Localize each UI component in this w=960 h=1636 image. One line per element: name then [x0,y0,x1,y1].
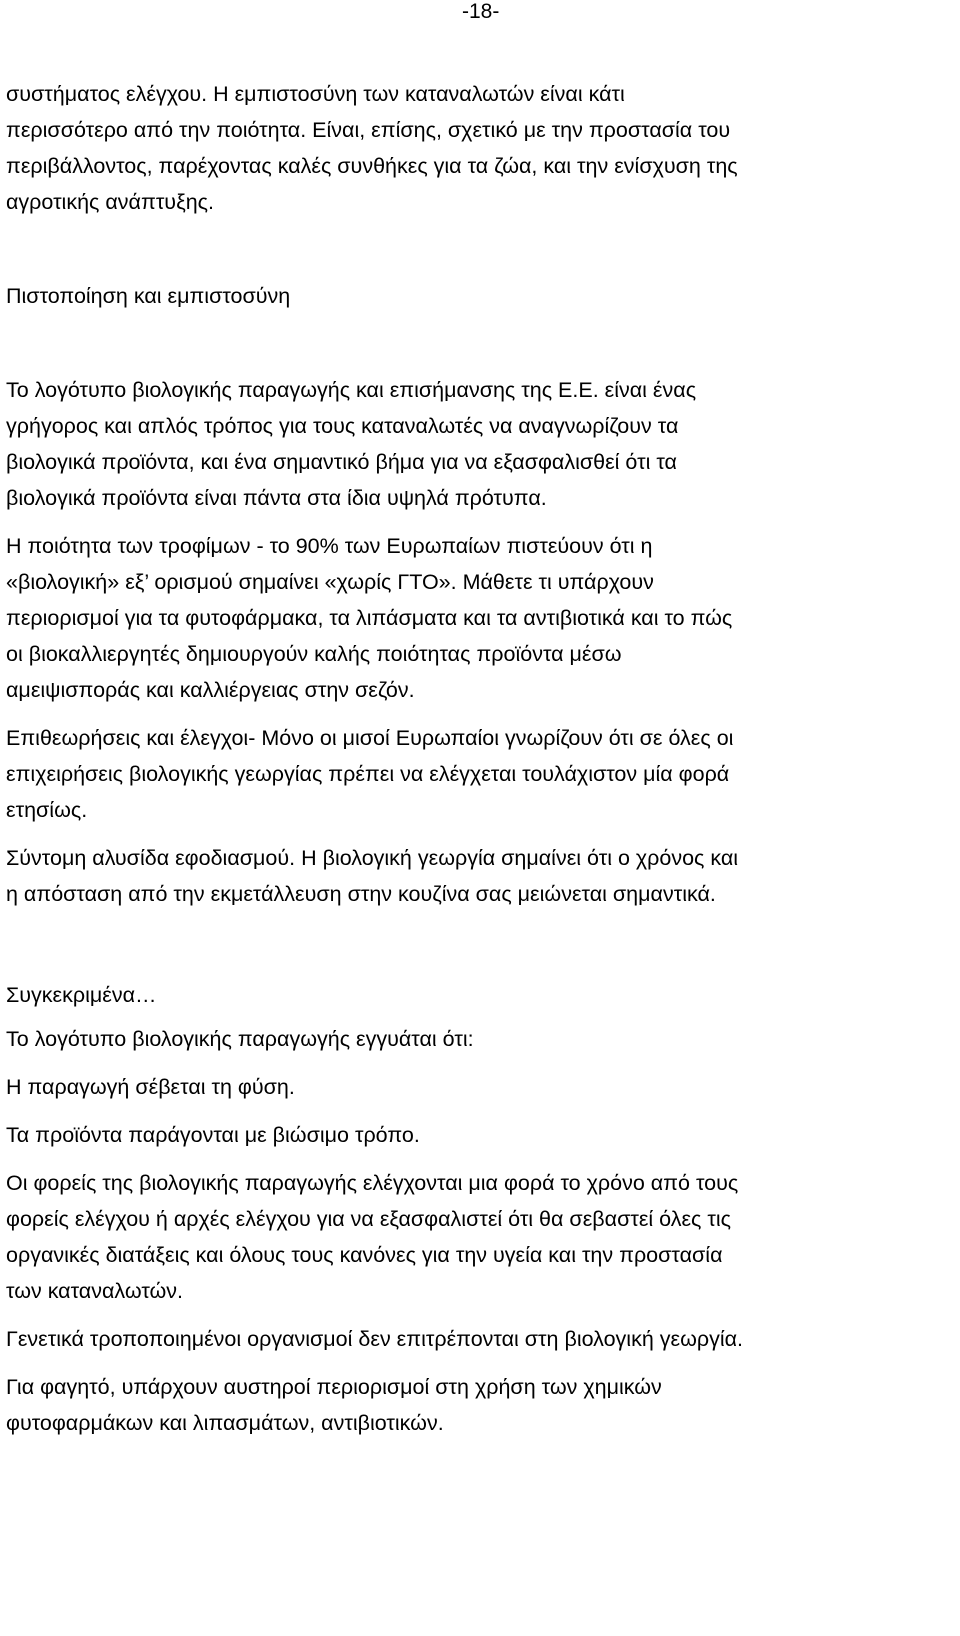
spacer [6,1357,954,1369]
spacer [6,516,954,528]
spacer [6,1013,954,1021]
paragraph-logo [6,372,954,516]
paragraph-food [6,1369,954,1441]
paragraph-food-quality [6,528,954,708]
spacer [6,828,954,840]
text-line: βιολογικά προϊόντα, και ένα σημαντικό βήμα για να εξασφαλισθεί ότι τα [6,450,677,474]
spacer [6,1309,954,1321]
spacer [6,314,954,372]
text-line: αγροτικής ανάπτυξης. [6,190,214,214]
text-line: περιορισμοί για τα φυτοφάρμακα, τα λιπάσματα και τα αντιβιοτικά και το πώς [6,606,733,630]
paragraph-intro [6,76,954,220]
text-line: Για φαγητό, υπάρχουν αυστηροί περιορισμοί στη χρήση των χημικών [6,1375,662,1399]
text-line: συστήματος ελέγχου. Η εμπιστοσύνη των καταναλωτών είναι κάτι [6,82,625,106]
spacer [6,1105,954,1117]
section-heading: Πιστοποίηση και εμπιστοσύνη [6,284,291,308]
text-line: βιολογικά προϊόντα είναι πάντα στα ίδια υψηλά πρότυπα. [6,486,547,510]
text-line: Επιθεωρήσεις και έλεγχοι- Μόνο οι μισοί Ευρωπαίοι γνωρίζουν ότι σε όλες οι [6,726,734,750]
spacer [6,708,954,720]
text-line: επιχειρήσεις βιολογικής γεωργίας πρέπει να ελέγχεται τουλάχιστον μία φορά [6,762,730,786]
text-line: οργανικές διατάξεις και όλους τους κανόνες για την υγεία και την προστασία [6,1243,723,1267]
spacer [6,1153,954,1165]
paragraph-guarantee: Το λογότυπο βιολογικής παραγωγής εγγυάται ότι: [6,1027,474,1051]
paragraph-supply-chain [6,840,954,912]
spacer [6,1057,954,1069]
text-line: περιβάλλοντος, παρέχοντας καλές συνθήκες για τα ζώα, και την ενίσχυση της [6,154,738,178]
paragraph-operators [6,1165,954,1309]
paragraph-specifically: Συγκεκριμένα… [6,983,157,1007]
spacer [6,912,954,977]
text-line: Η ποιότητα των τροφίμων - το 90% των Ευρωπαίων πιστεύουν ότι η [6,534,653,558]
spacer [6,220,954,278]
text-line: γρήγορος και απλός τρόπος για τους καταναλωτές να αναγνωρίζουν τα [6,414,679,438]
page-number: -18- [462,0,500,23]
text-line: ετησίως. [6,798,88,822]
text-line: «βιολογική» εξ’ ορισμού σημαίνει «χωρίς ΓΤΟ». Μάθετε τι υπάρχουν [6,570,654,594]
text-line: οι βιοκαλλιεργητές δημιουργούν καλής ποιότητας προϊόντα μέσω [6,642,622,666]
page-content [6,76,954,1441]
text-line: φυτοφαρμάκων και λιπασμάτων, αντιβιοτικών. [6,1411,444,1435]
text-line: Το λογότυπο βιολογικής παραγωγής και επισήμανσης της Ε.Ε. είναι ένας [6,378,697,402]
text-line: των καταναλωτών. [6,1279,184,1303]
text-line: Σύντομη αλυσίδα εφοδιασμού. Η βιολογική γεωργία σημαίνει ότι ο χρόνος και [6,846,739,870]
paragraph-inspections [6,720,954,828]
text-line: περισσότερο από την ποιότητα. Είναι, επίσης, σχετικό με την προστασία του [6,118,731,142]
text-line: η απόσταση από την εκμετάλλευση στην κουζίνα σας μειώνεται σημαντικά. [6,882,716,906]
text-line: Οι φορείς της βιολογικής παραγωγής ελέγχονται μια φορά το χρόνο από τους [6,1171,739,1195]
text-line: αμειψισποράς και καλλιέργειας στην σεζόν. [6,678,415,702]
paragraph-sustainable: Τα προϊόντα παράγονται με βιώσιμο τρόπο. [6,1123,420,1147]
paragraph-nature: Η παραγωγή σέβεται τη φύση. [6,1075,295,1099]
text-line: φορείς ελέγχου ή αρχές ελέγχου για να εξασφαλιστεί ότι θα σεβαστεί όλες τις [6,1207,732,1231]
paragraph-gmo: Γενετικά τροποποιημένοι οργανισμοί δεν επιτρέπονται στη βιολογική γεωργία. [6,1327,744,1351]
